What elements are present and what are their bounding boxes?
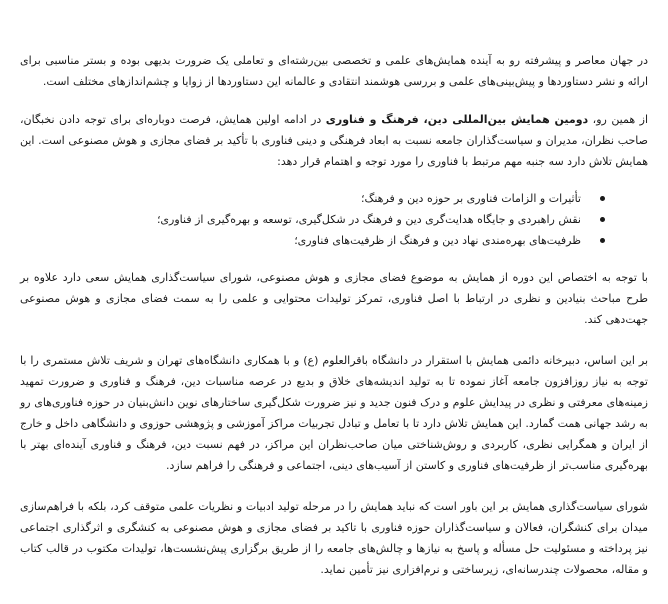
list-item-text: ظرفیت‌های بهره‌مندی نهاد دین و فرهنگ از ظرفیت‌های فناوری؛ bbox=[294, 234, 581, 247]
conference-paragraph-intro: از همین رو، bbox=[588, 113, 649, 126]
conference-paragraph-rest: در ادامه اولین همایش، فرصت دوباره‌ای برای توجه دادن نخبگان، صاحب نظران، مدیران و سیاست‌گذاران جامعه نسبت به ابعاد فرهنگی و دینی فناوری با تأکید بر فضای مجازی و هوش مصنوعی است. این همایش تلاش دارد سه جنبه مهم مرتبط با فناوری را مورد توجه و اهتمام قرار دهد: bbox=[20, 113, 648, 168]
conference-name: دومین همایش بین‌المللی دین، فرهنگ و فناوری bbox=[325, 113, 589, 126]
conference-paragraph bbox=[20, 109, 648, 172]
policy-council-paragraph: شورای سیاست‌گذاری همایش بر این باور است که نباید همایش را در مرحله تولید ادبیات و نظریات علمی متوقف کرد، بلکه با فراهم‌سازی میدان برای کنشگران، فعالان و سیاست‌گذاران حوزه فناوری با تاکید بر فضای مجازی و هوش مصنوعی به کنشگری و اثرگذاری اجتماعی نیز پرداخته و مسئولیت حل مسأله و پاسخ به نیازها و چالش‌های جامعه را از طریق برگزاری پیش‌نشست‌ها، تولیدات مکتوب در قالب کتاب و مقاله، محصولات چندرسانه‌ای، زیرساختی و نرم‌افزاری نیز تأمین نماید. bbox=[20, 500, 648, 576]
bullet-icon bbox=[600, 217, 605, 222]
secretariat-paragraph: بر این اساس، دبیرخانه دائمی همایش با استقرار در دانشگاه باقرالعلوم (ع) و با همکاری دانشگاه‌های تهران و شریف تلاش مستمری را با توجه به نیاز روزافزون جامعه آغاز نموده تا به تولید اندیشه‌های خلاق و بدیع در عرصه مناسبات دین، فرهنگ و فناوری و ضرورت تمهید زمینه‌های معرفتی و نظری در پیدایش علوم و درک فنون جدید و نیز ضرورت شکل‌گیری ساختارهای نوین دانش‌بنیان در حوزه فناوری‌های رو به رشد جهانی همت گمارد. این همایش تلاش دارد تا با تعامل و تبادل تجربیات مراکز آموزشی و پژوهشی حوزوی و دانشگاهی داخل و خارج از ایران و همگرایی نظری، کاربردی و روش‌شناختی میان صاحب‌نظران این مراکز، در فهم نسبت دین، فرهنگ و فناوری آینده‌ای بهتر با بهره‌گیری مناسب‌تر از ظرفیت‌های فناوری و کاستن از آسیب‌های دینی، اجتماعی و فرهنگی را فراهم سازد. bbox=[20, 354, 648, 472]
list-item-text: نقش راهبردی و جایگاه هدایت‌گری دین و فرهنگ در شکل‌گیری، توسعه و بهره‌گیری از فناوری؛ bbox=[156, 213, 581, 226]
bullet-icon bbox=[600, 238, 605, 243]
intro-paragraph: در جهان معاصر و پیشرفته رو به آینده همایش‌های علمی و تخصصی بین‌رشته‌ای و تعاملی یک ضرورت بدیهی بوده و بستر مناسبی برای ارائه و نشر دستاوردها و پیش‌بینی‌های علمی و بررسی هوشمند انتقادی و عالمانه این دستاوردها از زوایا و چشم‌اندازهای مختلف است. bbox=[20, 54, 648, 88]
aspects-list bbox=[20, 188, 648, 251]
list-item bbox=[20, 230, 581, 251]
bullet-icon bbox=[600, 196, 605, 201]
list-item-text: تأثیرات و الزامات فناوری بر حوزه دین و فرهنگ؛ bbox=[361, 192, 581, 205]
list-item bbox=[20, 188, 581, 209]
list-item bbox=[20, 209, 581, 230]
focus-paragraph: با توجه به اختصاص این دوره از همایش به موضوع فضای مجازی و هوش مصنوعی، شورای سیاست‌گذاری همایش سعی دارد علاوه بر طرح مباحث بنیادین و نظری در ارتباط با اصل فناوری، تمرکز تولیدات محتوایی و علمی را به سمت فضای مجازی و هوش مصنوعی جهت‌دهی کند. bbox=[20, 271, 648, 326]
